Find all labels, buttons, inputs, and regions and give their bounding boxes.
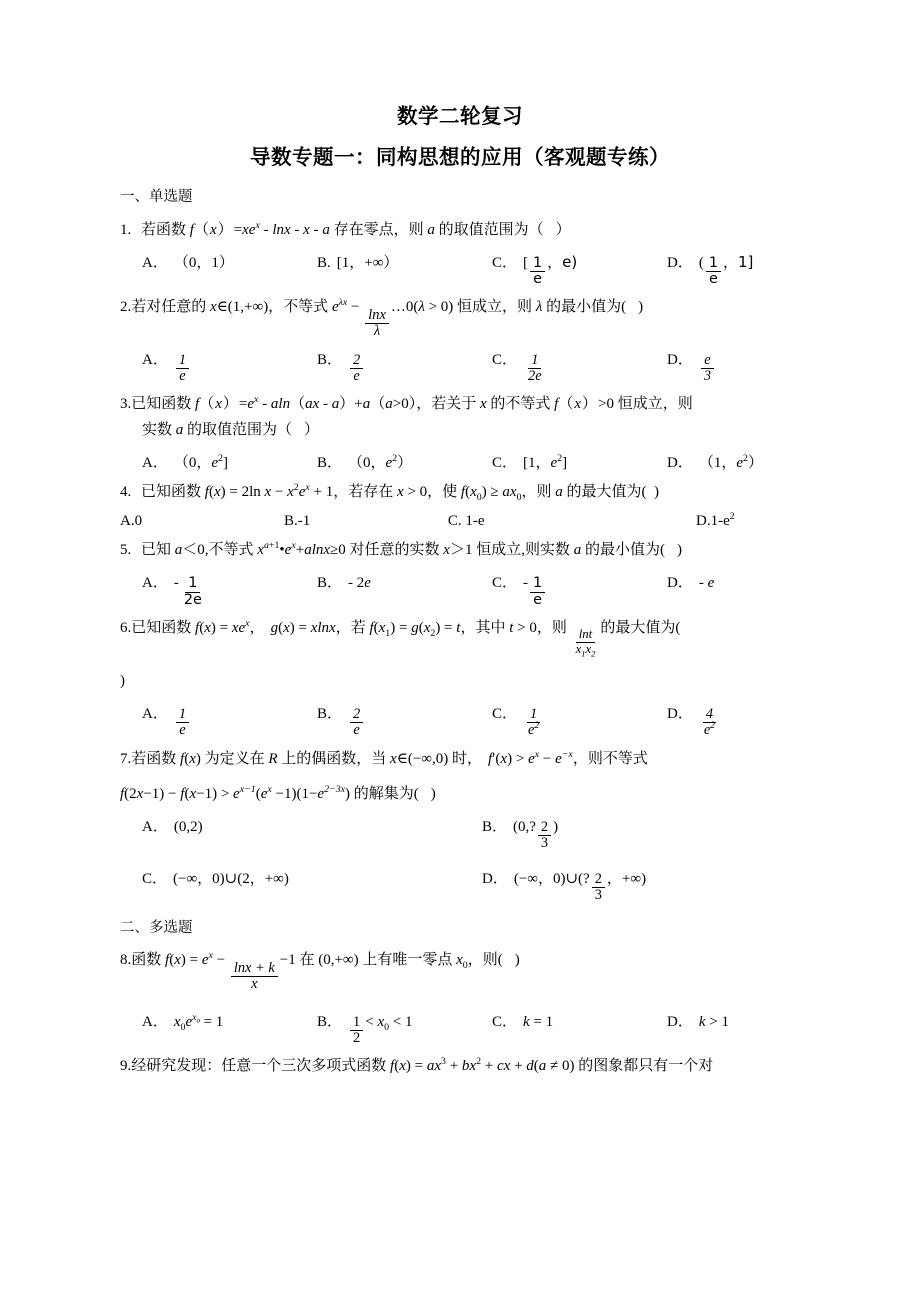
- question-7-number: 7.: [120, 750, 132, 767]
- question-8: [120, 949, 860, 1046]
- question-8-option-a-text: $x_0e^{x_0} = 1$: [173, 1012, 224, 1034]
- question-2-option-c[interactable]: C． $\frac{1}{2e}$: [492, 352, 542, 385]
- question-7-option-a[interactable]: A． (0,2): [142, 819, 203, 836]
- question-8-option-a[interactable]: A． $x_0e^{x_0} = 1$: [142, 1012, 224, 1034]
- question-6-option-c[interactable]: C． $\frac{1}{e^2}$: [492, 706, 540, 739]
- question-5-option-b[interactable]: B． - 2e: [317, 575, 371, 592]
- question-3-number: 3.: [120, 396, 132, 413]
- question-3-option-c[interactable]: C． [1，$e^2$]: [492, 452, 568, 471]
- question-3-option-a-text: （0，$e^2$]: [173, 452, 228, 471]
- question-4: [120, 481, 860, 530]
- question-1-option-d[interactable]: D． ( $\frac{1}{e}$ ，1]: [667, 253, 754, 288]
- page-title: 数学二轮复习: [397, 104, 523, 128]
- question-5-options: [120, 571, 860, 607]
- question-3: [120, 393, 860, 472]
- section-heading-single-choice: 一、单选题: [120, 189, 193, 206]
- question-4-option-c[interactable]: C. 1-e: [447, 513, 485, 530]
- question-3-option-d[interactable]: D． （1，$e^2$）: [667, 452, 763, 471]
- question-4-option-a[interactable]: A.0: [120, 513, 143, 530]
- question-1-option-c[interactable]: C． [ $\frac{1}{e}$ ，e): [492, 253, 578, 288]
- title-block: [0, 0, 920, 169]
- question-2: [120, 296, 860, 384]
- question-8-option-d[interactable]: D． k > 1: [667, 1014, 729, 1031]
- question-9-number: 9.: [120, 1058, 132, 1075]
- section-heading-multi-choice: 二、多选题: [120, 919, 193, 936]
- question-3-option-a[interactable]: A． （0，$e^2$]: [142, 452, 228, 471]
- question-4-number: 4.: [120, 483, 132, 500]
- question-6-stem-cont: ): [120, 673, 125, 690]
- question-6-options: [120, 702, 860, 738]
- question-7-stem-line-2: $f(2x-1) - f(x-1) > e^{x-1}(e^x -1)(1-e^{2-3x})$ 的解集为( ): [120, 783, 436, 802]
- question-7-options-row-1: [120, 815, 860, 851]
- question-8-option-b-tail: < $x_0 < 1$: [365, 1014, 413, 1034]
- question-4-options: [120, 513, 860, 530]
- question-1-option-b[interactable]: B. [1，+∞）: [317, 255, 399, 272]
- question-2-stem: 2.若对任意的 x∈(1,+∞)，不等式 $e^{\lambda x}$ − $\frac{\ln x}{\lambda}$ …0(λ > 0) 恒成立，则 λ 的最小值为( ): [120, 297, 644, 340]
- question-3-options: [120, 451, 860, 472]
- question-8-option-c[interactable]: C． k = 1: [492, 1014, 554, 1031]
- question-4-stem: 4. 已知函数 f(x) = 2ln $x - x^2e^x + 1$，若存在 x > 0，使 $f(x_0) \ge ax_0$，则 a 的最大值为( ): [120, 481, 660, 503]
- question-1-stem: 1. 若函数 $f(x)=xe^x - \ln x - x - a$ 存在零点，则 a 的取值范围为（ ）: [120, 219, 571, 238]
- question-3-option-d-text: （1，$e^2$）: [698, 452, 763, 471]
- question-7-option-c[interactable]: C． (−∞，0)∪(2，+∞): [142, 871, 289, 888]
- question-5-option-c[interactable]: C． - $\frac{1}{e}$: [492, 571, 667, 607]
- question-8-options: [120, 1010, 860, 1046]
- question-8-option-d-text: k > 1: [698, 1014, 729, 1031]
- question-2-option-b[interactable]: B． $\frac{2}{e}$: [317, 348, 492, 384]
- question-7-option-d[interactable]: D． (−∞，0)∪(? $\frac{2}{3}$ ，+∞): [482, 871, 647, 904]
- question-6-number: 6.: [120, 619, 132, 636]
- question-8-option-b[interactable]: B． $\frac{1}{2}$ < $x_0 < 1$: [317, 1014, 413, 1047]
- question-4-option-d[interactable]: [696, 513, 860, 530]
- question-5-stem: 5. 已知 a＜0,不等式 $x^{a+1}•e^x+alnx\ge 0$ 对任意的实数 x＞1 恒成立,则实数 a 的最小值为( ): [120, 540, 682, 559]
- question-6-option-d[interactable]: D． $\frac{4}{e^2}$: [667, 706, 715, 739]
- question-1-option-a[interactable]: A． （0，1）: [142, 255, 234, 272]
- question-1-number: 1.: [120, 221, 132, 238]
- question-5-option-d-text: - e: [698, 575, 715, 592]
- question-4-option-b[interactable]: B.-1: [283, 513, 311, 530]
- question-7-options-row-2: [120, 867, 860, 903]
- question-5-option-d[interactable]: D． - e: [667, 575, 715, 592]
- question-6-stem: 6.已知函数 $f(x) = xe^x$， g(x) = xlnx，若 $f(x_1) = g(x_2) = t$，其中 t > 0，则 $\frac{\ln t}{x_1x_2}$ 的最大值为(: [120, 617, 681, 659]
- question-6-option-b[interactable]: B． $\frac{2}{e}$: [317, 702, 492, 738]
- question-4-option-d-text: $D.1-e^2$: [696, 511, 735, 530]
- question-8-number: 8.: [120, 952, 132, 969]
- question-8-stem: 8.函数 $f(x) = e^x$ − $\frac{\ln x + k}{x}$ −1 在 (0,+∞) 上有唯一零点 $x_0$，则( ): [120, 950, 520, 992]
- question-3-option-b[interactable]: B． （0，$e^2$）: [317, 452, 413, 471]
- question-2-number: 2.: [120, 299, 132, 316]
- question-9: [120, 1055, 860, 1078]
- question-5-option-b-text: - 2e: [348, 575, 371, 592]
- question-3-option-c-text: [1，$e^2$]: [523, 452, 568, 471]
- question-6: [120, 617, 860, 739]
- question-2-option-a[interactable]: A． $\frac{1}{e}$: [142, 348, 317, 384]
- question-7-stem-line-1: 7.若函数 f(x) 为定义在 R 上的偶函数，当 x∈(−∞,0) 时， $f'(x) > e^x - e^{-x}$，则不等式: [120, 748, 648, 767]
- question-5: [120, 539, 860, 608]
- question-1: [120, 219, 860, 288]
- question-2-option-d[interactable]: D． $\frac{e}{3}$: [667, 348, 842, 384]
- question-5-option-a[interactable]: A． - $\frac{1}{2e}$: [142, 575, 202, 608]
- question-1-options: [120, 251, 860, 287]
- question-8-option-c-text: k = 1: [523, 1014, 554, 1031]
- question-3-stem-line-1: 3.已知函数 $f(x)=e^x - aln(ax - a)+a(a>0)$，若关于 x 的不等式 f（x）>0 恒成立，则: [120, 394, 693, 413]
- question-3-stem-line-2: 实数 a 的取值范围为（ ）: [142, 421, 320, 438]
- document-body: [0, 187, 920, 1078]
- question-5-number: 5.: [120, 542, 132, 559]
- question-9-stem: 9.经研究发现：任意一个三次多项式函数 $f(x) = ax^3 + bx^2$ + cx + d(a ≠ 0) 的图象都只有一个对: [120, 1056, 714, 1075]
- question-6-option-a[interactable]: A． $\frac{1}{e}$: [142, 702, 317, 738]
- question-2-options: [120, 348, 860, 384]
- question-3-option-b-text: （0，$e^2$）: [348, 452, 413, 471]
- question-7-option-b[interactable]: B． (0,? $\frac{2}{3}$ ): [482, 819, 559, 852]
- question-7: [120, 748, 860, 904]
- page-subtitle: 导数专题一：同构思想的应用（客观题专练）: [250, 144, 670, 169]
